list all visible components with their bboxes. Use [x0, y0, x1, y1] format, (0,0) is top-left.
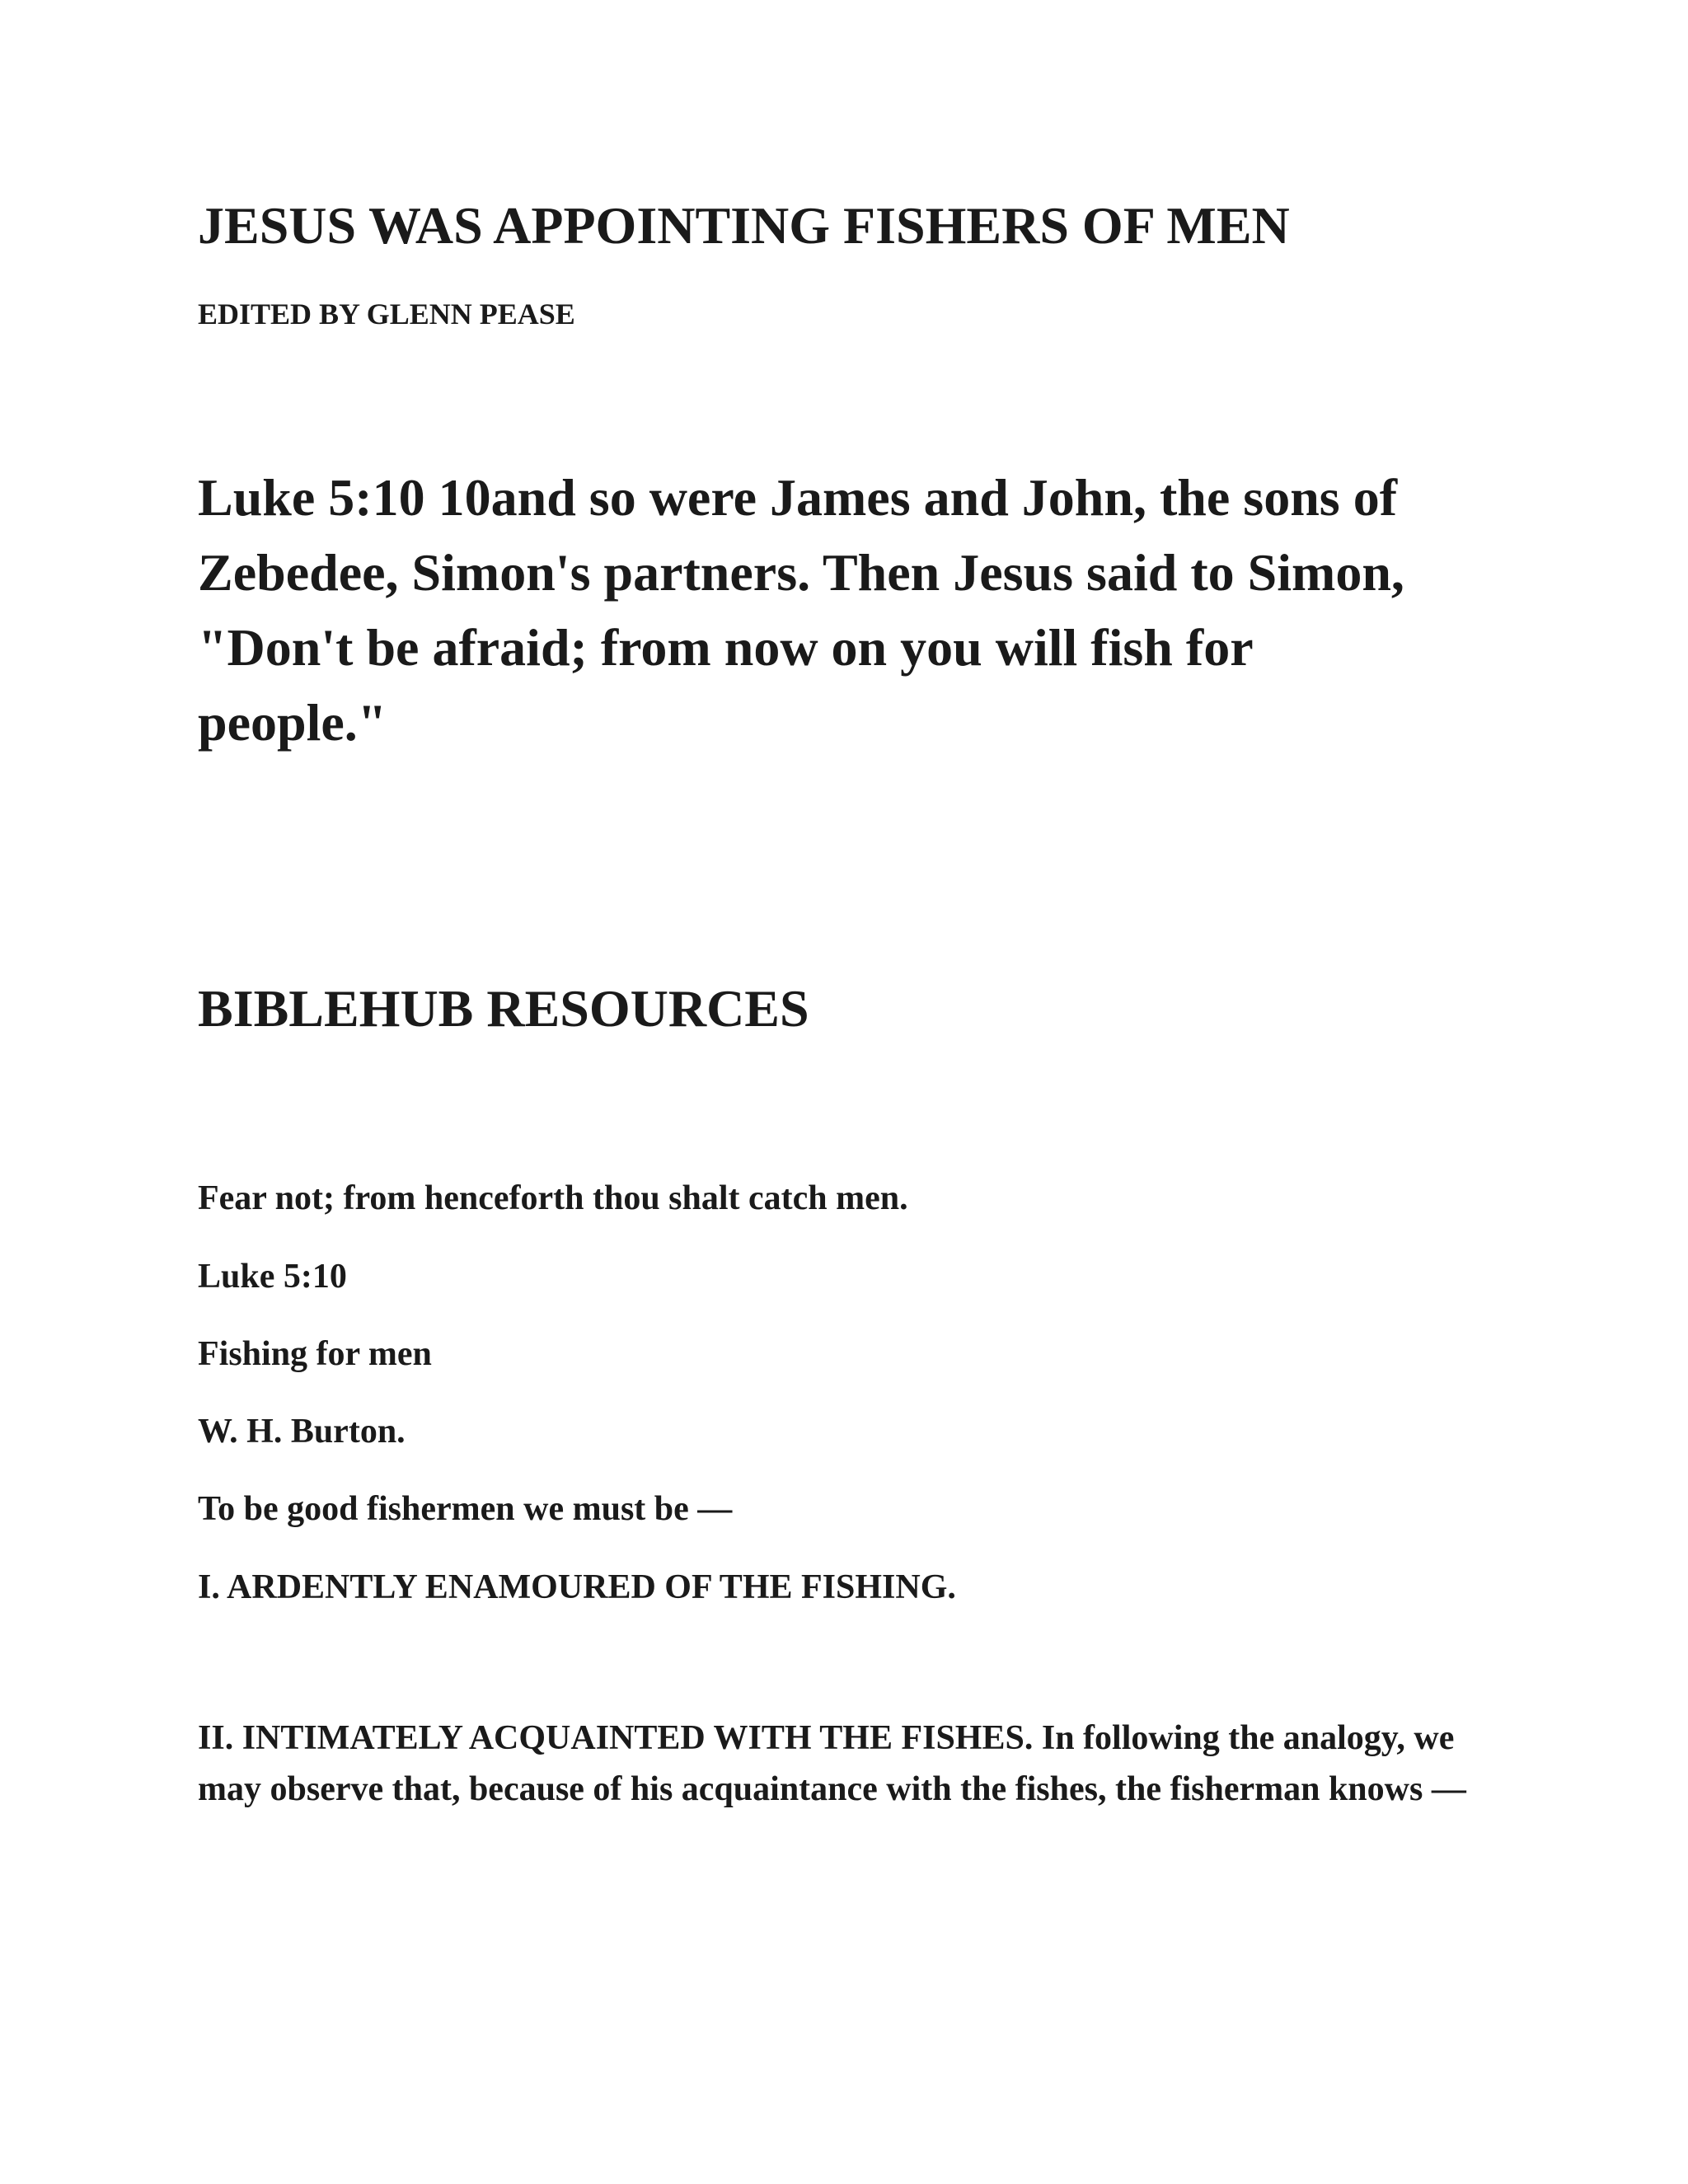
- verse-line-4: people.": [198, 693, 387, 752]
- paragraph-point-2: II. INTIMATELY ACQUAINTED WITH THE FISHES. In following the analogy, we may observe that, because of his acquaintance with the fishes, the fisherman knows —: [198, 1719, 1466, 1808]
- paragraph-intro: To be good fishermen we must be —: [198, 1490, 733, 1528]
- paragraph-reference: Luke 5:10: [198, 1258, 347, 1296]
- document-editor: EDITED BY GLENN PEASE: [198, 298, 575, 330]
- verse-line-1: Luke 5:10 10and so were James and John, the sons of: [198, 468, 1397, 527]
- paragraph-quote: Fear not; from henceforth thou shalt catch men.: [198, 1179, 908, 1217]
- document-title: JESUS WAS APPOINTING FISHERS OF MEN: [198, 196, 1290, 255]
- paragraph-sermon-title: Fishing for men: [198, 1335, 432, 1373]
- paragraph-point-1: I. ARDENTLY ENAMOURED OF THE FISHING.: [198, 1568, 956, 1606]
- verse-line-3: "Don't be afraid; from now on you will fish for: [198, 618, 1254, 677]
- verse-line-2: Zebedee, Simon's partners. Then Jesus said to Simon,: [198, 543, 1404, 602]
- paragraph-author: W. H. Burton.: [198, 1413, 406, 1451]
- scripture-verse: [198, 460, 1500, 760]
- section-heading: BIBLEHUB RESOURCES: [198, 979, 809, 1038]
